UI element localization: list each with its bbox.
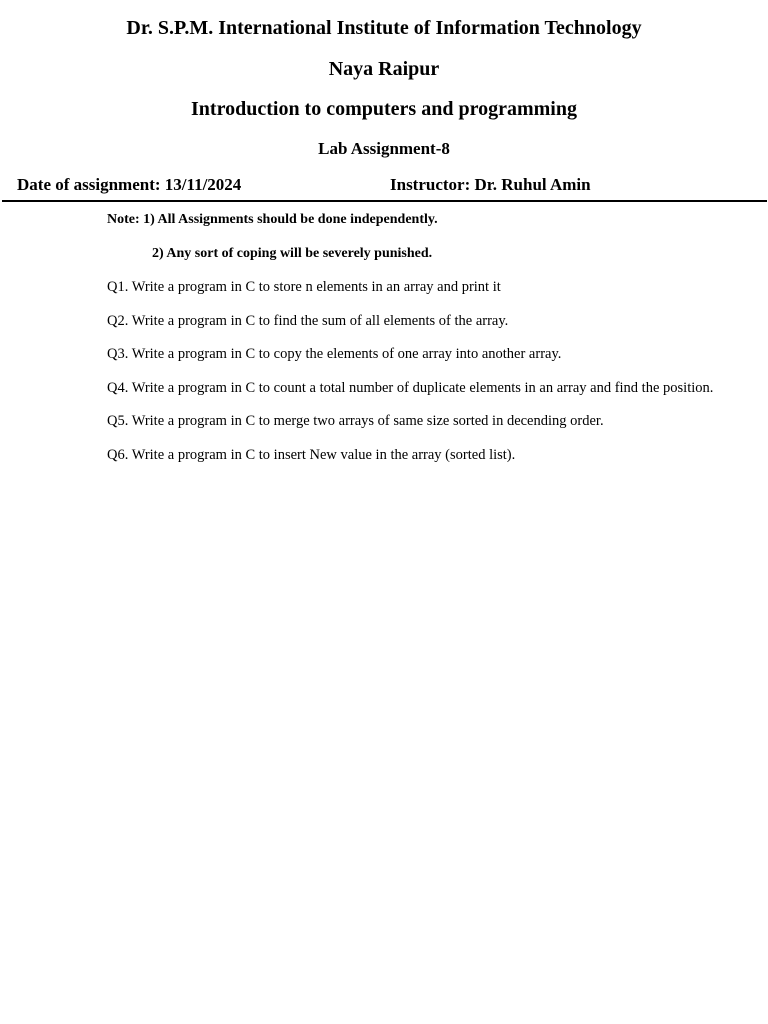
- header-divider: [2, 200, 767, 202]
- institute-title: Dr. S.P.M. International Institute of Information Technology: [126, 17, 642, 39]
- question-1: Q1. Write a program in C to store n elements in an array and print it: [107, 279, 501, 295]
- assignment-title: Lab Assignment-8: [318, 139, 450, 158]
- question-2: Q2. Write a program in C to find the sum of all elements of the array.: [107, 313, 509, 329]
- note-line-1: Note: 1) All Assignments should be done independently.: [107, 212, 438, 227]
- question-3: Q3. Write a program in C to copy the elements of one array into another array.: [107, 346, 562, 362]
- note-line-2: 2) Any sort of coping will be severely punished.: [152, 246, 433, 261]
- question-6: Q6. Write a program in C to insert New value in the array (sorted list).: [107, 447, 516, 463]
- assignment-date: Date of assignment: 13/11/2024: [17, 175, 242, 194]
- course-title: Introduction to computers and programming: [191, 98, 577, 120]
- city-title: Naya Raipur: [328, 58, 440, 80]
- question-5: Q5. Write a program in C to merge two arrays of same size sorted in decending order.: [107, 413, 604, 429]
- question-4: Q4. Write a program in C to count a total number of duplicate elements in an array and find the position.: [107, 380, 714, 396]
- instructor-name: Instructor: Dr. Ruhul Amin: [390, 175, 591, 194]
